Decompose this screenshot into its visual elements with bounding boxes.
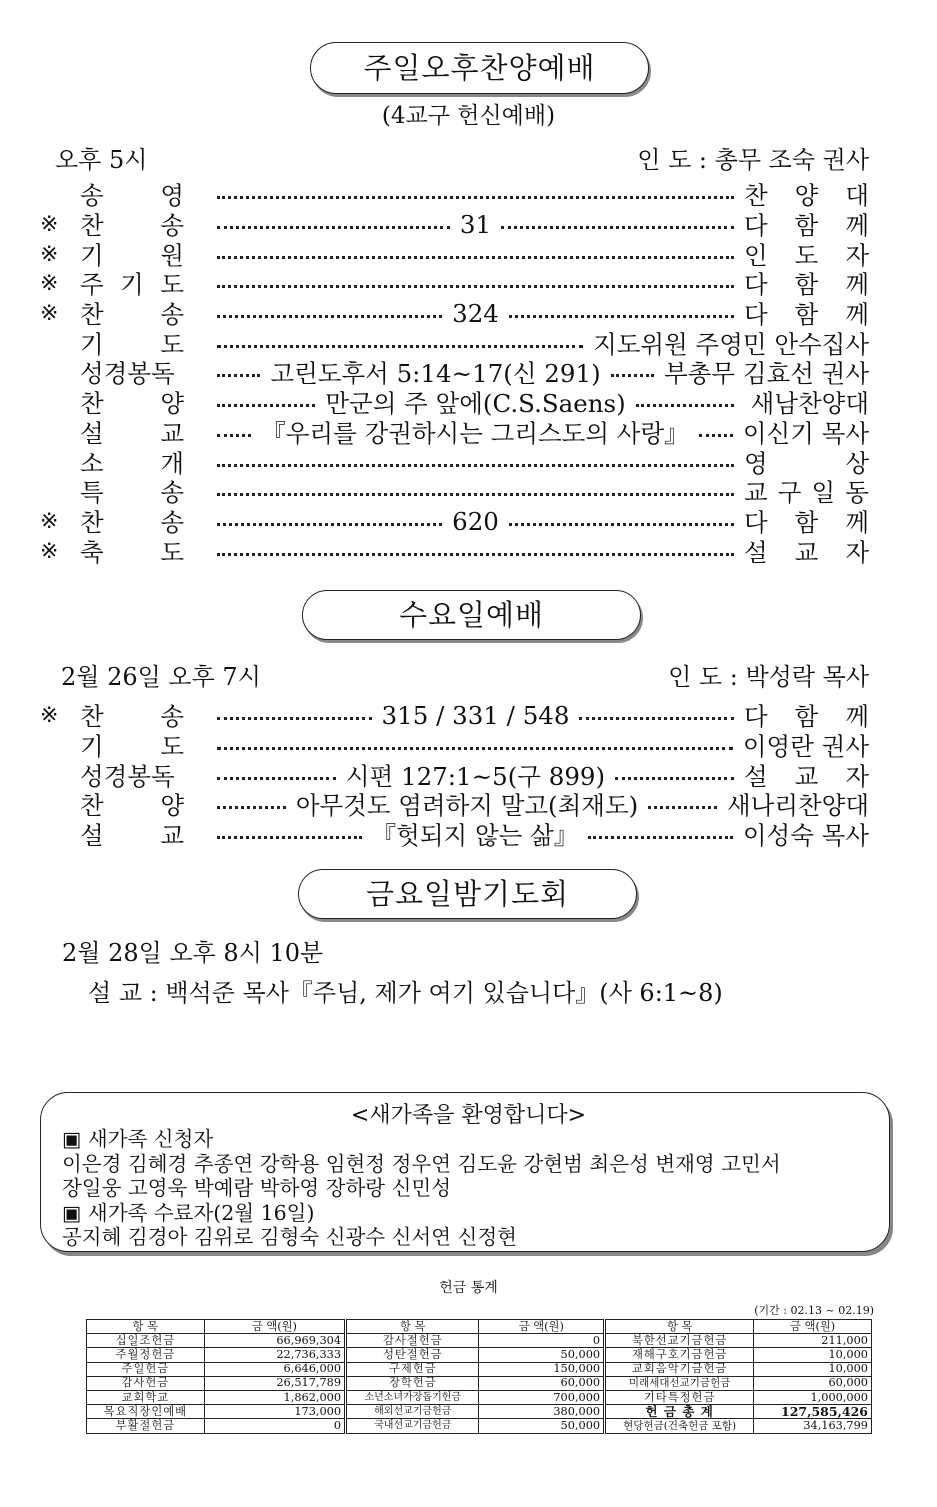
- offering-amount: 60,000: [479, 1376, 605, 1390]
- offering-item: 북한선교기금헌금: [605, 1334, 754, 1348]
- service-item-row: [40, 820, 869, 850]
- offering-amount: 66,969,304: [204, 1334, 345, 1348]
- completed-heading: ▣ 새가족 수료자(2월 16일): [62, 1200, 315, 1225]
- sunday-leader: 인 도 : 총무 조숙 권사: [637, 146, 869, 174]
- offering-amount: 1,862,000: [204, 1390, 345, 1404]
- offering-item: 십일조헌금: [87, 1334, 205, 1348]
- table-row: [87, 1334, 872, 1348]
- applicants-line-1: 이은경 김혜경 추종연 강학용 임현정 정우연 김도윤 강현범 최은성 변재영 고민서: [62, 1151, 781, 1176]
- offering-amount: 700,000: [479, 1390, 605, 1404]
- offering-amount: 22,736,333: [204, 1348, 345, 1362]
- service-item-row: [40, 701, 869, 731]
- service-item-person: 부총무 김효선 권사: [664, 359, 869, 389]
- service-item-detail: 아무것도 염려하지 말고(최재도): [295, 791, 639, 821]
- dot-leader: [217, 741, 733, 750]
- offering-amount: 60,000: [754, 1376, 872, 1390]
- offering-amount: 10,000: [754, 1362, 872, 1376]
- offering-header-cell: 금 액(원): [754, 1320, 872, 1334]
- service-item-row: [40, 760, 869, 790]
- service-item-label: 기 도: [80, 732, 184, 762]
- service-item-person: 지도위원 주영민 안수집사: [593, 329, 869, 359]
- service-item-row: [40, 239, 869, 269]
- offering-item: 부활절헌금: [87, 1419, 205, 1433]
- service-item-person: 다 함 께: [744, 300, 869, 330]
- service-item-row: [40, 328, 869, 358]
- offering-item: 미래세대선교기금헌금: [605, 1376, 754, 1390]
- dot-leader: [217, 817, 733, 852]
- service-item-person: 교 구 일 동: [744, 478, 869, 508]
- service-item-label: 특 송: [80, 478, 184, 508]
- dot-leader: [217, 299, 734, 328]
- offering-item: 감사헌금: [87, 1376, 205, 1390]
- service-item-row: [40, 269, 869, 299]
- wednesday-leader: 인 도 : 박성락 목사: [668, 663, 869, 691]
- service-item-person: 다 함 께: [744, 211, 869, 241]
- sunday-service-header: [55, 140, 869, 175]
- stand-mark: ※: [40, 508, 59, 534]
- offering-amount: 50,000: [479, 1348, 605, 1362]
- applicants-line-2: 장일웅 고영욱 박예람 박하영 장하랑 신민성: [62, 1176, 452, 1200]
- dot-leader: [217, 507, 734, 536]
- service-item-person: 다 함 께: [744, 507, 869, 537]
- offering-item: 교회학교: [87, 1390, 205, 1404]
- wednesday-time: 2월 26일 오후 7시: [61, 663, 261, 691]
- offering-header-cell: 항 목: [605, 1320, 754, 1334]
- service-item-detail: 고린도후서 5:14~17(신 291): [270, 359, 601, 389]
- offering-item: 장학헌금: [346, 1376, 479, 1390]
- friday-service-title: 금요일밤기도회: [298, 869, 637, 919]
- service-item-person: 이영란 권사: [742, 732, 869, 762]
- stand-mark: ※: [40, 271, 59, 297]
- service-item-label: 찬 송: [80, 507, 184, 537]
- friday-sermon: 설 교 : 백석준 목사『주님, 제가 여기 있습니다』(사 6:1~8): [88, 979, 723, 1007]
- offering-title: 헌금 통계: [439, 1280, 498, 1296]
- service-item-detail: 시편 127:1~5(구 899): [345, 761, 606, 791]
- stand-mark: ※: [40, 538, 59, 564]
- service-item-person: 다 함 께: [744, 702, 869, 732]
- service-item-label: 주 기 도: [80, 270, 184, 300]
- service-item-row: [40, 477, 869, 507]
- offering-item: 기타특정헌금: [605, 1390, 754, 1404]
- offering-amount: 127,585,426: [754, 1405, 872, 1419]
- service-item-label: 축 도: [80, 537, 184, 567]
- service-item-row: [40, 180, 869, 210]
- offering-item: 국내선교기금헌금: [346, 1419, 479, 1433]
- offering-amount: 6,646,000: [204, 1362, 345, 1376]
- service-item-detail: 만군의 주 앞에(C.S.Saens): [325, 389, 626, 419]
- service-item-detail: 324: [452, 299, 499, 329]
- newcomers-list: [62, 1127, 781, 1250]
- service-item-person: 설 교 자: [744, 537, 869, 567]
- offering-item: 현당헌금(건축헌금 포함): [605, 1419, 754, 1433]
- offering-amount: 150,000: [479, 1362, 605, 1376]
- service-item-row: [40, 358, 869, 388]
- service-item-person: 찬 양 대: [744, 181, 869, 211]
- service-item-detail: 620: [452, 506, 499, 536]
- offering-header-cell: 항 목: [346, 1320, 479, 1334]
- service-item-row: [40, 447, 869, 477]
- service-item-person: 영 상: [744, 448, 869, 478]
- service-item-label: 설 교: [80, 821, 184, 851]
- offering-item: 성탄절헌금: [346, 1348, 479, 1362]
- dot-leader: [217, 701, 734, 730]
- table-row: [87, 1376, 872, 1390]
- service-item-person: 새남찬양대: [750, 389, 869, 419]
- offering-amount: 34,163,799: [754, 1419, 872, 1433]
- service-item-person: 인 도 자: [744, 240, 869, 270]
- stand-mark: ※: [40, 703, 59, 729]
- offering-item: 목요직장인예배: [87, 1405, 205, 1419]
- service-item-person: 설 교 자: [744, 761, 869, 791]
- offering-item: 헌 금 총 계: [605, 1405, 754, 1419]
- table-row: [87, 1362, 872, 1376]
- service-item-detail: 『헛되지 않는 삶』: [371, 821, 579, 851]
- offering-amount: 26,517,789: [204, 1376, 345, 1390]
- dot-leader: [217, 415, 733, 450]
- wednesday-service-header: [55, 657, 869, 692]
- offering-header-cell: 금 액(원): [204, 1320, 345, 1334]
- service-item-label: 설 교: [80, 418, 184, 448]
- friday-time: 2월 28일 오후 8시 10분: [62, 939, 324, 967]
- stand-mark: ※: [40, 212, 59, 238]
- service-item-row: [40, 790, 869, 820]
- offering-item: 교회음악기금헌금: [605, 1362, 754, 1376]
- wednesday-service-title: 수요일예배: [302, 590, 641, 640]
- service-item-row: [40, 731, 869, 761]
- offering-item: 해외선교기금헌금: [346, 1405, 479, 1419]
- service-item-row: [40, 536, 869, 566]
- dot-leader: [217, 487, 734, 496]
- offering-header-cell: 항 목: [87, 1320, 205, 1334]
- service-item-label: 찬 송: [80, 211, 184, 241]
- service-item-label: 기 원: [80, 240, 184, 270]
- offering-amount: 50,000: [479, 1419, 605, 1433]
- wednesday-order-of-service: [40, 701, 869, 849]
- table-row: [87, 1405, 872, 1419]
- offering-amount: 211,000: [754, 1334, 872, 1348]
- sunday-service-title: 주일오후찬양예배: [310, 42, 649, 94]
- service-item-label: 찬 양: [80, 389, 184, 419]
- dot-leader: [217, 547, 734, 556]
- service-item-label: 기 도: [80, 329, 184, 359]
- sunday-time: 오후 5시: [55, 146, 148, 174]
- offering-item: 소년소녀가장돕기헌금: [346, 1390, 479, 1404]
- offering-amount: 380,000: [479, 1405, 605, 1419]
- newcomers-title: <새가족을 환영합니다>: [350, 1103, 587, 1128]
- dot-leader: [217, 458, 734, 467]
- dot-leader: [217, 190, 734, 199]
- service-item-label: 성경봉독: [80, 761, 175, 791]
- service-item-person: 다 함 께: [744, 270, 869, 300]
- service-item-label: 소 개: [80, 448, 184, 478]
- dot-leader: [217, 279, 734, 288]
- service-item-person: 새나리찬양대: [726, 791, 869, 821]
- service-item-row: [40, 388, 869, 418]
- stand-mark: ※: [40, 241, 59, 267]
- dot-leader: [217, 210, 734, 239]
- offering-header-cell: 금 액(원): [479, 1320, 605, 1334]
- table-row: [87, 1390, 872, 1404]
- offering-period: (기간 : 02.13 ~ 02.19): [754, 1304, 874, 1317]
- table-row: [87, 1348, 872, 1362]
- offering-item: 주월정헌금: [87, 1348, 205, 1362]
- applicants-heading: ▣ 새가족 신청자: [62, 1127, 214, 1151]
- offering-table: [86, 1319, 872, 1434]
- offering-item: 구제헌금: [346, 1362, 479, 1376]
- service-item-row: [40, 418, 869, 448]
- service-item-detail: 315 / 331 / 548: [381, 701, 570, 731]
- dot-leader: [217, 250, 734, 259]
- dot-leader: [217, 339, 583, 348]
- completed-line: 공지혜 김경아 김위로 김형숙 신광수 신서연 신정현: [62, 1225, 517, 1249]
- offering-amount: 10,000: [754, 1348, 872, 1362]
- service-item-label: 성경봉독: [80, 359, 175, 389]
- service-item-row: [40, 210, 869, 240]
- service-item-person: 이신기 목사: [742, 418, 869, 448]
- offering-item: 주일헌금: [87, 1362, 205, 1376]
- offering-amount: 1,000,000: [754, 1390, 872, 1404]
- service-item-detail: 31: [459, 210, 492, 240]
- service-item-person: 이성숙 목사: [742, 821, 869, 851]
- offering-amount: 0: [204, 1419, 345, 1433]
- sunday-service-subtitle: (4교구 헌신예배): [381, 103, 556, 129]
- service-item-label: 찬 양: [80, 791, 184, 821]
- offering-item: 감사절헌금: [346, 1334, 479, 1348]
- table-row: [87, 1419, 872, 1433]
- stand-mark: ※: [40, 301, 59, 327]
- offering-item: 재해구호기금헌금: [605, 1348, 754, 1362]
- offering-amount: 0: [479, 1334, 605, 1348]
- service-item-detail: 『우리를 강권하시는 그리스도의 사랑』: [261, 418, 689, 448]
- service-item-row: [40, 299, 869, 329]
- sunday-order-of-service: [40, 180, 869, 566]
- service-item-label: 찬 송: [80, 702, 184, 732]
- service-item-row: [40, 507, 869, 537]
- offering-table-header: [87, 1320, 872, 1334]
- offering-amount: 173,000: [204, 1405, 345, 1419]
- service-item-label: 송 영: [80, 181, 184, 211]
- service-item-label: 찬 송: [80, 300, 184, 330]
